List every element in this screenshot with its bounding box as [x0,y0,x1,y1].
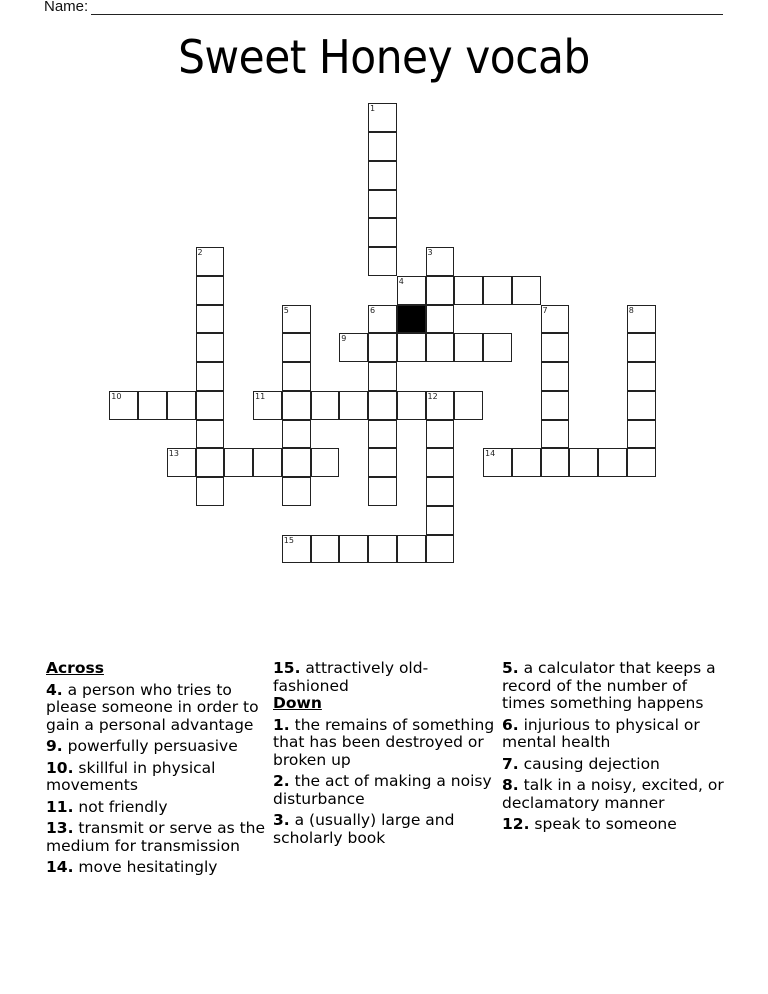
cell-number: 10 [111,391,122,401]
grid-cell[interactable] [196,477,225,506]
clue-across-10 [46,760,271,795]
grid-cell[interactable] [454,276,483,305]
grid-cell[interactable] [627,391,656,420]
clue-text: powerfully persuasive [67,737,238,755]
grid-cell[interactable] [282,477,311,506]
grid-cell[interactable] [426,391,455,420]
cell-number: 6 [370,305,376,315]
grid-cell[interactable] [512,448,541,477]
grid-cell[interactable] [138,391,167,420]
cell-number: 8 [628,305,634,315]
clue-number: 15. [273,659,301,677]
cell-number: 2 [197,248,203,257]
grid-cell[interactable] [426,420,455,449]
clue-text: a (usually) large and scholarly book [273,811,455,847]
clue-number: 4. [46,680,63,699]
clue-text: injurious to physical or mental health [502,715,700,751]
grid-cell[interactable] [196,391,225,420]
grid-cell[interactable] [196,362,225,391]
grid-cell[interactable] [368,103,397,132]
grid-cell[interactable] [368,420,397,449]
grid-cell[interactable] [426,535,455,564]
grid-cell[interactable] [541,362,570,391]
grid-cell[interactable] [512,276,541,305]
grid-cell[interactable] [483,276,512,305]
grid-cell[interactable] [282,333,311,362]
grid-cell[interactable] [368,161,397,190]
clue-text: the act of making a noisy disturbance [273,772,492,808]
grid-cell[interactable] [627,333,656,362]
clue-down-2 [273,773,498,808]
clue-text: a person who tries to please someone in order to gain a personal advantage [46,680,259,734]
clue-across-4 [46,682,271,735]
grid-cell[interactable] [282,535,311,564]
clue-down-7 [502,756,727,774]
grid-cell[interactable] [426,276,455,305]
grid-cell[interactable] [196,333,225,362]
clue-text: not friendly [78,797,168,816]
clue-down-8 [502,777,727,812]
clue-number: 13. [46,819,74,837]
clues-column-1 [46,660,271,881]
grid-cell[interactable] [426,305,455,334]
cell-number: 7 [542,305,548,315]
cell-number: 3 [427,248,433,257]
grid-cell[interactable] [368,362,397,391]
grid-cell[interactable] [339,333,368,362]
grid-cell[interactable] [397,276,426,305]
clue-text: talk in a noisy, excited, or declamatory manner [502,776,724,812]
grid-cell[interactable] [282,362,311,391]
grid-cell[interactable] [454,391,483,420]
cell-number: 11 [255,391,266,401]
clue-number: 9. [46,737,63,755]
grid-cell[interactable] [311,391,340,420]
clue-number: 10. [46,758,74,777]
clue-down-5 [502,660,727,713]
grid-cell[interactable] [569,448,598,477]
cell-number: 1 [370,104,376,114]
cell-number: 12 [427,391,438,401]
grid-cell[interactable] [397,535,426,564]
grid-cell[interactable] [426,247,455,276]
grid-cell[interactable] [541,333,570,362]
grid-cell[interactable] [311,448,340,477]
grid-cell[interactable] [196,420,225,449]
grid-cell[interactable] [196,448,225,477]
grid-cell[interactable] [426,506,455,535]
cell-number: 4 [398,276,404,286]
grid-cell[interactable] [627,362,656,391]
clue-across-13 [46,820,271,855]
grid-cell[interactable] [368,218,397,247]
grid-cell[interactable] [167,391,196,420]
grid-cell[interactable] [253,448,282,477]
grid-cell[interactable] [598,448,627,477]
down-heading: Down [273,694,322,712]
grid-cell[interactable] [397,391,426,420]
grid-cell[interactable] [253,391,282,420]
grid-cell[interactable] [282,305,311,334]
clue-text: move hesitatingly [78,858,218,876]
clue-down-12 [502,816,727,834]
grid-cell[interactable] [368,132,397,161]
clue-down-6 [502,717,727,752]
name-label: Name: [44,0,89,15]
grid-cell[interactable] [627,448,656,477]
clue-across-15 [273,660,498,695]
clue-number: 5. [502,659,519,677]
grid-cell[interactable] [368,247,397,276]
grid-cell[interactable] [426,448,455,477]
grid-cell[interactable] [196,276,225,305]
clue-text: skillful in physical movements [46,758,216,794]
grid-cell[interactable] [167,448,196,477]
grid-cell[interactable] [454,333,483,362]
grid-cell[interactable] [339,391,368,420]
grid-cell[interactable] [541,448,570,477]
grid-cell[interactable] [368,305,397,334]
cell-number: 13 [168,449,179,459]
clue-number: 11. [46,797,74,816]
clue-text: transmit or serve as the medium for transmission [46,819,266,855]
clue-across-14 [46,859,271,877]
grid-cell[interactable] [627,420,656,449]
grid-cell[interactable] [368,535,397,564]
grid-cell[interactable] [541,420,570,449]
clue-across-9 [46,738,271,756]
grid-cell[interactable] [196,305,225,334]
page-title: Sweet Honey vocab [178,30,590,84]
clue-down-3 [273,812,498,847]
grid-cell[interactable] [426,477,455,506]
clue-number: 3. [273,811,290,829]
clue-text: speak to someone [534,815,677,833]
grid-cell[interactable] [368,391,397,420]
clues-column-3 [502,660,727,838]
clue-number: 6. [502,715,519,734]
grid-cell[interactable] [397,333,426,362]
clue-text: causing dejection [523,754,660,773]
cell-number: 14 [485,449,496,459]
grid-cell[interactable] [282,391,311,420]
black-cell [397,305,426,334]
clue-number: 12. [502,815,530,833]
grid-cell[interactable] [483,333,512,362]
cell-number: 5 [283,305,289,315]
cell-number: 9 [341,334,347,344]
clue-text: attractively old-fashioned [273,659,429,695]
grid-cell[interactable] [541,305,570,334]
across-heading: Across [46,659,104,677]
clue-number: 8. [502,776,519,794]
grid-cell[interactable] [368,190,397,219]
grid-cell[interactable] [282,448,311,477]
clue-number: 1. [273,715,290,734]
grid-cell[interactable] [224,448,253,477]
grid-cell[interactable] [282,420,311,449]
grid-cell[interactable] [339,535,368,564]
grid-cell[interactable] [368,333,397,362]
clue-text: the remains of something that has been destroyed or broken up [273,715,495,769]
clue-number: 2. [273,772,290,790]
clues-column-2 [273,660,498,851]
grid-cell[interactable] [196,247,225,276]
cell-number: 15 [283,535,294,545]
clue-text: a calculator that keeps a record of the number of times something happens [502,659,716,712]
grid-cell[interactable] [541,391,570,420]
grid-cell[interactable] [426,333,455,362]
grid-cell[interactable] [368,477,397,506]
grid-cell[interactable] [627,305,656,334]
grid-cell[interactable] [311,535,340,564]
clue-across-11 [46,799,271,817]
clue-number: 7. [502,754,519,773]
grid-cell[interactable] [109,391,138,420]
clue-number: 14. [46,858,74,876]
grid-cell[interactable] [368,448,397,477]
clue-down-1 [273,717,498,770]
grid-cell[interactable] [483,448,512,477]
